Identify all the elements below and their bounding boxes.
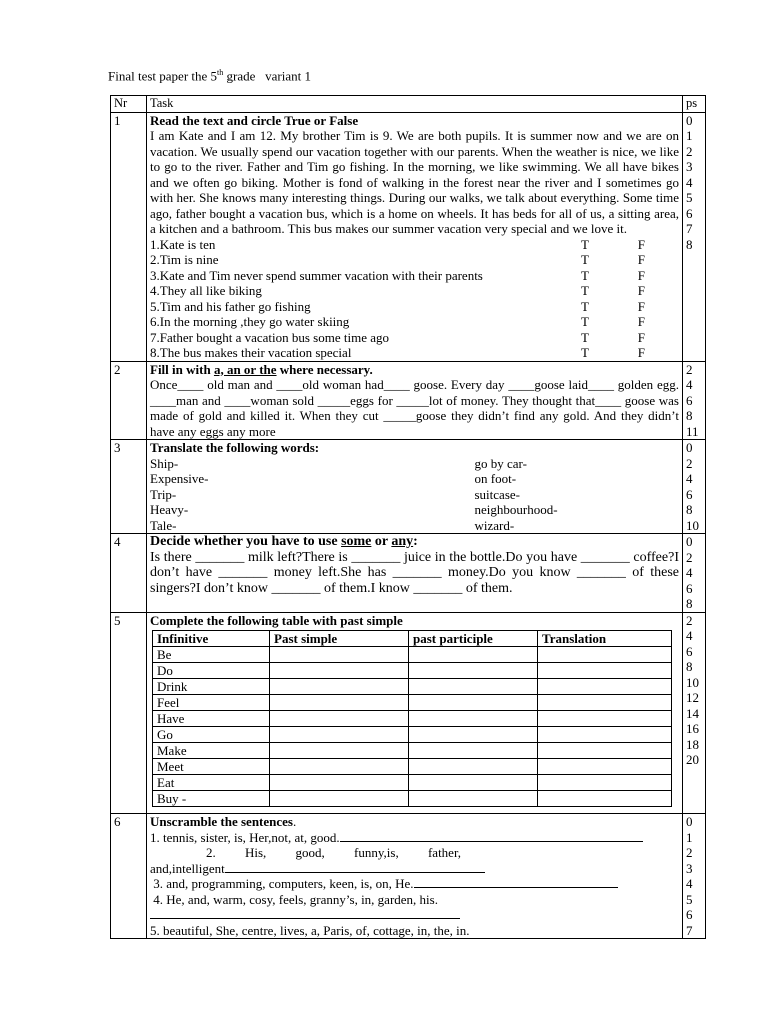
task-content bbox=[147, 612, 683, 814]
verb-row: Go bbox=[153, 727, 672, 743]
scramble-sentence: and,intelligent bbox=[150, 861, 679, 877]
task-content bbox=[147, 534, 683, 613]
word-list bbox=[150, 456, 679, 534]
task-heading: Fill in with a, an or the where necessary. bbox=[150, 361, 373, 377]
word-item: go by car- bbox=[474, 455, 527, 471]
points-column: 0 2 4 6 8 bbox=[683, 534, 706, 613]
verb-table-header: Infinitive Past simple past participle Translation bbox=[153, 631, 672, 647]
task-content bbox=[147, 814, 683, 939]
tf-statement: 1.Kate is ten T F bbox=[150, 236, 645, 252]
verb-row: Eat bbox=[153, 775, 672, 791]
true-false-list bbox=[150, 237, 679, 361]
answer-line[interactable] bbox=[340, 830, 643, 842]
tf-statement: 8.The bus makes their vacation special T F bbox=[150, 345, 645, 360]
points-column: 0 1 2 3 4 5 6 7 bbox=[683, 814, 706, 939]
test-table bbox=[110, 95, 706, 939]
word-item: Expensive- bbox=[150, 471, 209, 486]
verb-row: Be bbox=[153, 647, 672, 663]
points-column: 2 4 6 8 11 bbox=[683, 361, 706, 440]
fill-in-text: Once____ old man and ____old woman had____ goose. Every day ____goose laid____ golden egg. ____man and ____woman sold _____eggs for _____lot of money. They thought that____ goose was made of gold and killed it. When they cut _____goose they didn’t find any gold. And they didn’t have any eggs any more bbox=[150, 377, 679, 439]
verb-row: Do bbox=[153, 663, 672, 679]
table-header-row bbox=[111, 96, 706, 113]
verb-row: Feel bbox=[153, 695, 672, 711]
task-row-2 bbox=[111, 361, 706, 440]
task-heading: Unscramble the sentences. bbox=[150, 814, 297, 829]
task-row-3 bbox=[111, 440, 706, 534]
tf-statement: 2.Tim is nine T F bbox=[150, 252, 645, 267]
word-item: neighbourhood- bbox=[474, 502, 558, 517]
verb-row: Meet bbox=[153, 759, 672, 775]
tf-statement: 7.Father bought a vacation bus some time ago T F bbox=[150, 329, 645, 345]
page-title: Final test paper the 5th grade variant 1 bbox=[108, 68, 311, 84]
tf-statement: 6.In the morning ,they go water skiing T F bbox=[150, 314, 645, 329]
task-row-6 bbox=[111, 814, 706, 939]
task-number: 1 bbox=[111, 112, 147, 361]
points-column: 0 2 4 6 8 10 bbox=[683, 440, 706, 534]
answer-line[interactable] bbox=[414, 876, 618, 888]
task-content bbox=[147, 440, 683, 534]
header-nr: Nr bbox=[111, 96, 147, 113]
word-item: suitcase- bbox=[474, 486, 520, 502]
task-row-4 bbox=[111, 534, 706, 613]
word-item: Heavy- bbox=[150, 502, 189, 517]
verb-row: Make bbox=[153, 743, 672, 759]
points-column: 0 1 2 3 4 5 6 7 8 bbox=[683, 112, 706, 361]
task-content bbox=[147, 361, 683, 440]
task-heading: Decide whether you have to use some or any: bbox=[150, 534, 418, 549]
scramble-sentence: 3. and, programming, computers, keen, is, on, He. bbox=[150, 876, 679, 892]
verb-row: Buy - bbox=[153, 791, 672, 807]
answer-line[interactable] bbox=[225, 861, 485, 873]
task-heading: Complete the following table with past simple bbox=[150, 612, 403, 628]
verb-row: Drink bbox=[153, 679, 672, 695]
tf-statement: 4.They all like biking T F bbox=[150, 283, 645, 298]
scramble-sentence: 4. He, and, warm, cosy, feels, granny’s, in, garden, his. bbox=[150, 891, 438, 907]
tf-statement: 3.Kate and Tim never spend summer vacation with their parents T F bbox=[150, 267, 645, 283]
task-number: 3 bbox=[111, 440, 147, 534]
answer-line[interactable] bbox=[150, 907, 460, 919]
points-column: 2 4 6 8 10 12 14 16 18 20 bbox=[683, 612, 706, 814]
word-item: on foot- bbox=[474, 471, 517, 486]
word-item: Ship- bbox=[150, 455, 179, 471]
task-row-1 bbox=[111, 112, 706, 361]
answer-line-row bbox=[150, 907, 679, 923]
task-row-5 bbox=[111, 612, 706, 814]
word-item: Tale- bbox=[150, 517, 177, 533]
header-task: Task bbox=[147, 96, 683, 113]
task-heading: Read the text and circle True or False bbox=[150, 112, 359, 128]
tf-statement: 5.Tim and his father go fishing T F bbox=[150, 298, 645, 314]
scramble-sentence: 1. tennis, sister, is, Her,not, at, good. bbox=[150, 830, 679, 846]
header-ps: ps bbox=[683, 96, 706, 113]
word-item: wizard- bbox=[474, 517, 515, 533]
verb-row: Have bbox=[153, 711, 672, 727]
scramble-sentence: 5. beautiful, She, centre, lives, a, Paris, of, cottage, in, the, in. bbox=[150, 922, 470, 938]
scramble-sentence: 2. His, good, funny,is, father, bbox=[206, 845, 462, 860]
task-heading: Translate the following words: bbox=[150, 440, 320, 455]
verb-table bbox=[152, 630, 672, 807]
task-number: 6 bbox=[111, 814, 147, 939]
word-item: Trip- bbox=[150, 486, 177, 502]
task-number: 5 bbox=[111, 612, 147, 814]
task-number: 4 bbox=[111, 534, 147, 613]
reading-text: I am Kate and I am 12. My brother Tim is 9. We are both pupils. It is summer now and we are on vacation. We usually spend our vacation together with our parents. When the weather is nice, we like to go to the river. Father and Tim go fishing. In the morning, we like swimming. We all have bikes and we often go biking. Mother is fond of walking in the forest near the river and I sometimes go with her. She knows many interesting things. During our walks, we talk about everything. Some time ago, father bought a vacation bus, which is a home on wheels. It has beds for all of us, a sitting area, a kitchen and a bathroom. This bus makes our summer vacation very special and we love it. bbox=[150, 128, 679, 236]
task-number: 2 bbox=[111, 361, 147, 440]
some-any-text: Is there _______ milk left?There is _______ juice in the bottle.Do you have _______ coffee?I don’t have _______ money left.She has _______ money.Do you know _______ of these singers?I don’t know _______ of them.I know _______ of them. bbox=[150, 549, 679, 596]
task-content bbox=[147, 112, 683, 361]
